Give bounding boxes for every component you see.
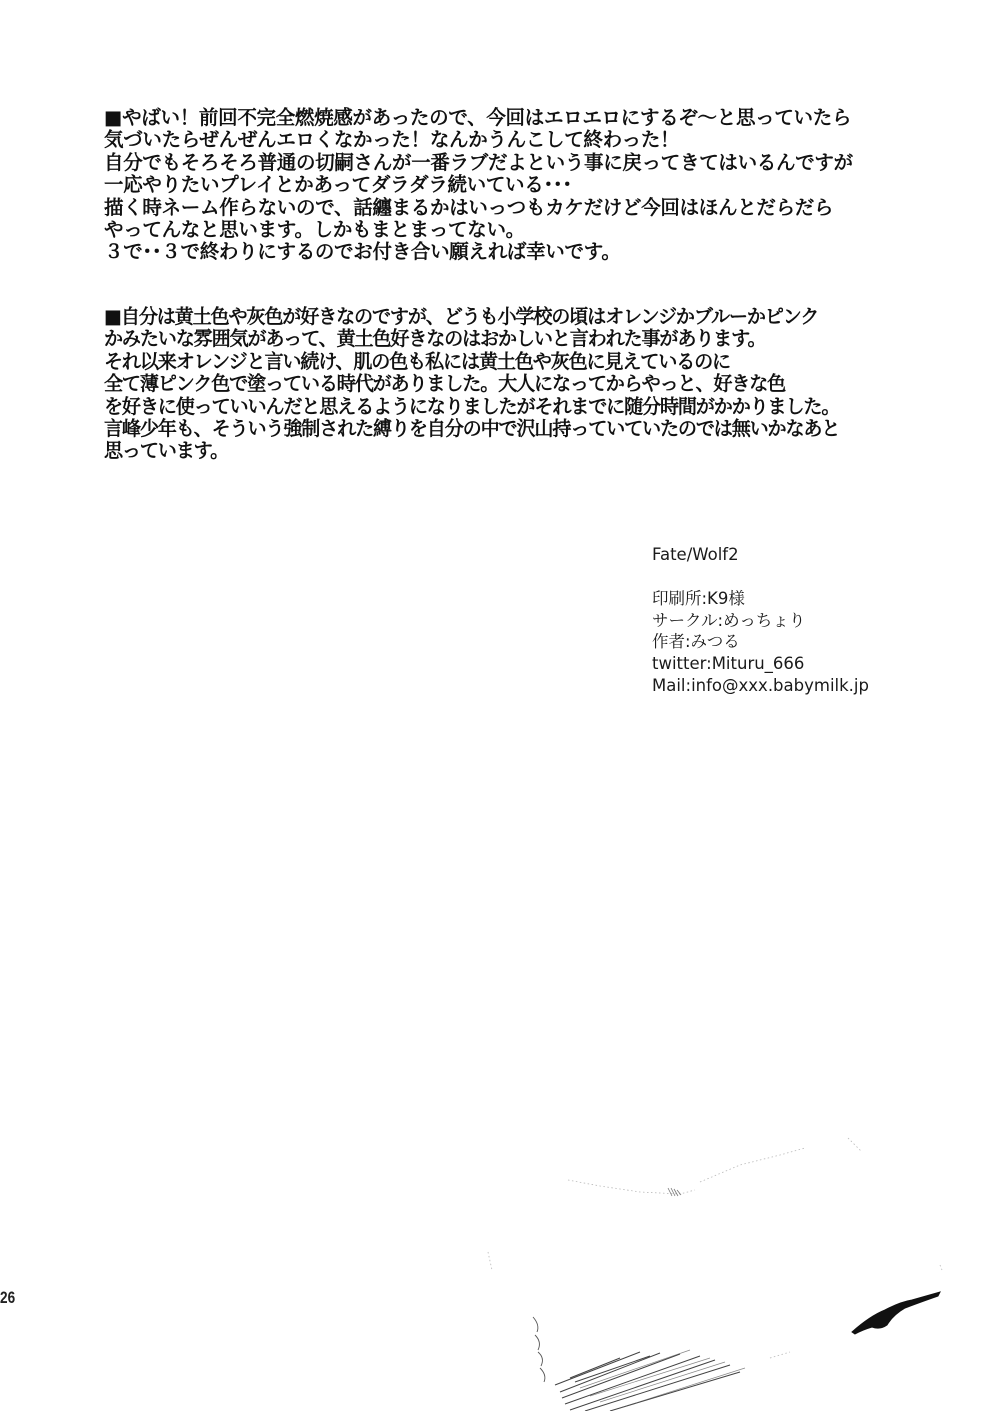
afterword-paragraph-1 [104, 107, 853, 264]
printer-credit: 印刷所:K9様 [652, 588, 745, 608]
colophon [652, 544, 869, 697]
paragraph-line: 全て薄ピンク色で塗っている時代がありました。大人になってからやっと、好きな色 [104, 372, 786, 396]
paragraph-line: 言峰少年も、そういう強制された縛りを自分の中で沢山持っていていたのでは無いかなあと [104, 416, 840, 440]
paragraph-line: 思っています。 [104, 439, 229, 463]
paragraph-line: 一応やりたいプレイとかあってダラダラ続いている･･･ [104, 173, 572, 197]
paragraph-line: ■自分は黄土色や灰色が好きなのですが、どうも小学校の頃はオレンジかブルーかピンク [104, 305, 819, 328]
paragraph-line: 描く時ネーム作らないので、話纏まるかはいっつもカケだけど今回はほんとだらだら [104, 195, 834, 219]
author-credit: 作者:みつる [652, 632, 740, 652]
paragraph-line: 自分でもそろそろ普通の切嗣さんが一番ラブだよという事に戻ってきてはいるんですが [104, 150, 853, 174]
paragraph-line: やってんなと思います。しかもまとまってない。 [104, 217, 525, 241]
paragraph-line: ３で･･３で終わりにするのでお付き合い願えれば幸いです。 [104, 240, 621, 264]
twitter-handle: twitter:Mituru_666 [652, 654, 805, 674]
circle-credit: サークル:めっちょり [652, 610, 806, 630]
mail-address: Mail:info@xxx.babymilk.jp [652, 675, 869, 695]
pencil-sketch-illustration [0, 1120, 1000, 1411]
afterword-paragraph-2 [104, 306, 839, 463]
paragraph-line: かみたいな雰囲気があって、黄土色好きなのはおかしいと言われた事があります。 [104, 327, 766, 351]
paragraph-line: それ以来オレンジと言い続け、肌の色も私には黄土色や灰色に見えているのに [104, 349, 730, 373]
paragraph-line: を好きに使っていいんだと思えるようになりましたがそれまでに随分時間がかかりました。 [104, 394, 840, 418]
paragraph-line: 気づいたらぜんぜんエロくなかった！なんかうんこして終わった！ [104, 128, 680, 152]
page-number: 26 [0, 1288, 16, 1307]
book-title: Fate/Wolf2 [652, 545, 739, 564]
paragraph-line: ■やばい！前回不完全燃焼感があったので、今回はエロエロにするぞ～と思っていたら [104, 106, 852, 129]
